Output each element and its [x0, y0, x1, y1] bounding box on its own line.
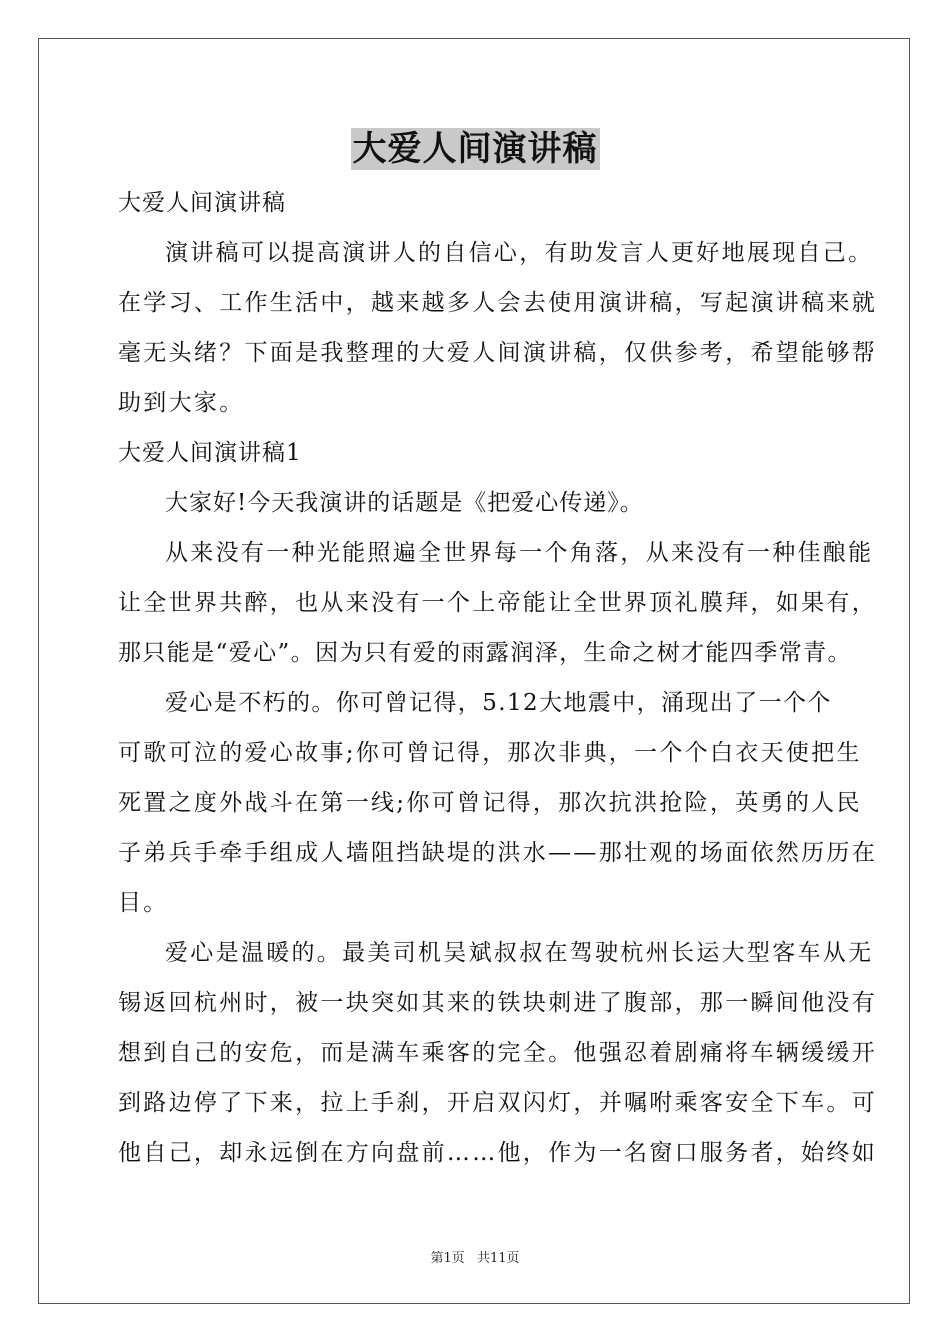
text-line: 那只能是“爱心”。因为只有爱的雨露润泽，生命之树才能四季常青。: [118, 640, 852, 666]
text-line: 目。: [118, 890, 169, 916]
text-line: 大家好!今天我演讲的话题是《把爱心传递》。: [165, 490, 644, 516]
text-line: 想到自己的安危，而是满车乘客的完全。他强忍着剧痛将车辆缓缓开: [118, 1040, 877, 1066]
text-line: 让全世界共醉，也从来没有一个上帝能让全世界顶礼膜拜，如果有，: [118, 590, 877, 616]
section-heading: 大爱人间演讲稿1: [118, 440, 302, 466]
text-line: 爱心是不朽的。你可曾记得，5.12大地震中，涌现出了一个个: [165, 690, 832, 716]
document-title: 大爱人间演讲稿: [352, 129, 598, 169]
text-line: 演讲稿可以提高演讲人的自信心，有助发言人更好地展现自己。: [165, 240, 874, 266]
text-line: 死置之度外战斗在第一线;你可曾记得，那次抗洪抢险，英勇的人民: [118, 790, 862, 816]
text-line: 锡返回杭州时，被一块突如其来的铁块刺进了腹部，那一瞬间他没有: [118, 990, 877, 1016]
document-body: [118, 178, 877, 1178]
page-total: 共11页: [476, 1251, 520, 1266]
text-line: 子弟兵手牵手组成人墙阻挡缺堤的洪水——那壮观的场面依然历历在: [118, 840, 877, 866]
text-line: 到路边停了下来，拉上手刹，开启双闪灯，并嘱咐乘客安全下车。可: [118, 1090, 877, 1116]
page-footer: [0, 1247, 950, 1266]
text-line: 他自己，却永远倒在方向盘前……他，作为一名窗口服务者，始终如: [118, 1140, 877, 1166]
title-container: [0, 128, 950, 170]
text-line: 爱心是温暖的。最美司机吴斌叔叔在驾驶杭州长运大型客车从无: [165, 940, 874, 966]
text-line: 在学习、工作生活中，越来越多人会去使用演讲稿，写起演讲稿来就: [118, 290, 877, 316]
subtitle-line: 大爱人间演讲稿: [118, 190, 286, 216]
text-line: 助到大家。: [118, 390, 245, 416]
text-line: 毫无头绪？下面是我整理的大爱人间演讲稿，仅供参考，希望能够帮: [118, 340, 877, 366]
text-line: 从来没有一种光能照遍全世界每一个角落，从来没有一种佳酿能: [165, 540, 874, 566]
text-line: 可歌可泣的爱心故事;你可曾记得，那次非典，一个个白衣天使把生: [118, 740, 862, 766]
page-number: 第1页: [430, 1251, 465, 1266]
